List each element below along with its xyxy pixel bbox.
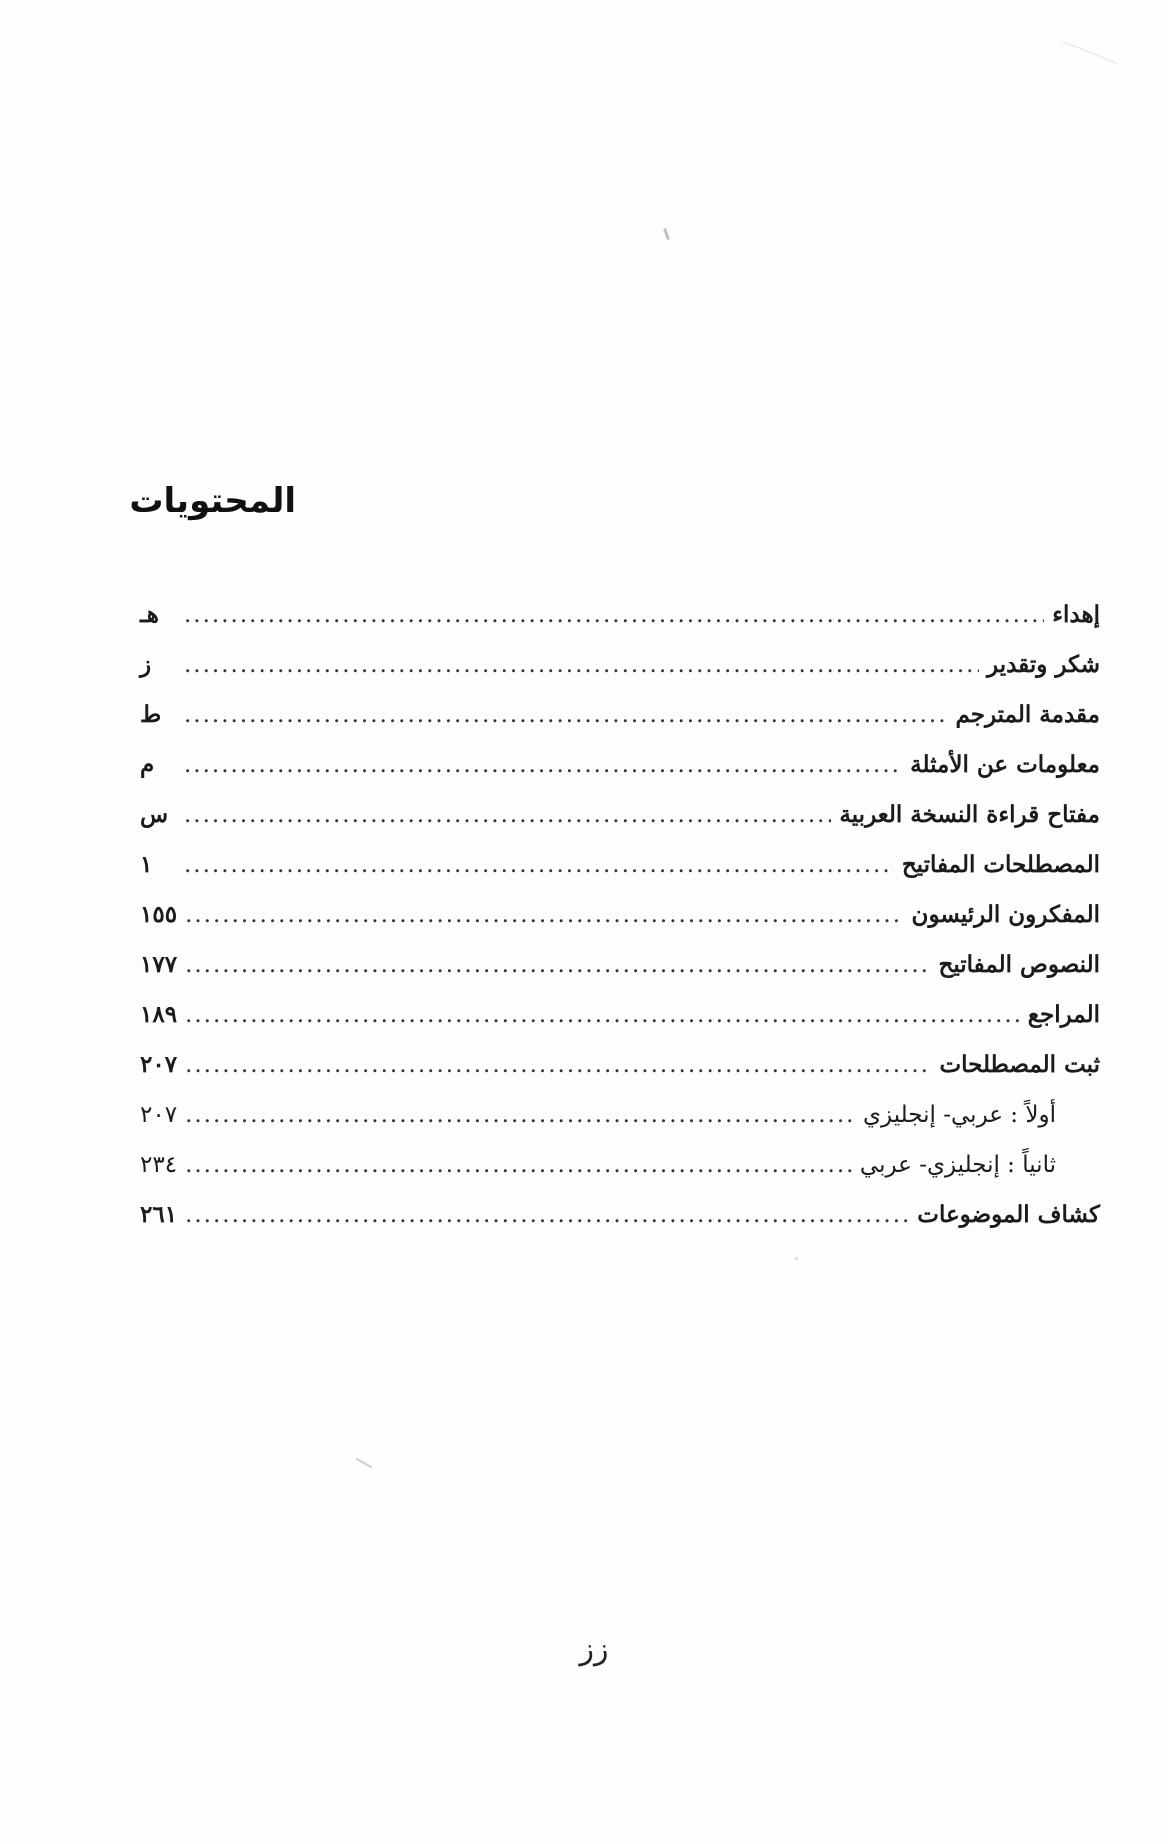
toc-entry-label: المصطلحات المفاتيح [901,851,1100,878]
toc-entry-page: ١٥٥ [140,901,178,928]
toc-entry-page: ز [140,651,152,678]
dot-leader [185,940,930,990]
toc-entry-label: إهداء [1052,601,1100,628]
toc-subentry [140,1140,1100,1190]
toc-entry-label: أولاً : عربي- إنجليزي [863,1102,1056,1128]
page-number: زز [579,1632,609,1667]
toc-entry-label: المراجع [1027,1001,1100,1028]
toc-entry [140,890,1100,940]
toc-entry-label: مفتاح قراءة النسخة العربية [839,801,1100,828]
toc-entry [140,990,1100,1040]
toc-subentry [140,1090,1100,1140]
dot-leader [185,1090,855,1140]
toc-entry [140,740,1100,790]
toc-entry-page: س [140,801,169,828]
page-title: المحتويات [129,481,296,521]
scan-speck [1062,41,1118,64]
toc-entry-label: المفكرون الرئيسون [911,901,1100,928]
dot-leader [185,1140,852,1190]
dot-leader [185,1040,931,1090]
toc-entry [140,790,1100,840]
toc-entry-page: ٢٣٤ [140,1152,178,1178]
toc-entry-page: هـ [140,601,159,628]
toc-entry-label: شكر وتقدير [987,651,1100,678]
toc-entry [140,1040,1100,1090]
dot-leader [185,990,1020,1040]
toc-entry-page: ١ [140,851,153,878]
toc-entry-page: ١٧٧ [140,951,178,978]
scan-speck [356,1458,373,1469]
toc-entry [140,840,1100,890]
dot-leader [185,890,903,940]
scan-speck [663,228,670,240]
toc-entry-label: كشاف الموضوعات [917,1201,1100,1228]
toc-entry [140,940,1100,990]
toc-entry-label: معلومات عن الأمثلة [910,751,1100,778]
dot-leader [184,740,902,790]
dot-leader [184,640,979,690]
toc-entry-label: ثبت المصطلحات [939,1051,1100,1078]
toc-entry-label: مقدمة المترجم [955,701,1100,728]
dot-leader [184,690,947,740]
toc-entry-page: ١٨٩ [140,1001,178,1028]
dot-leader [185,1190,909,1240]
toc-entry-page: ٢٠٧ [140,1051,178,1078]
dot-leader [184,840,894,890]
toc-entry-page: م [140,751,155,778]
table-of-contents [140,590,1100,1240]
dot-leader [184,790,831,840]
toc-entry-page: ٢٦١ [140,1201,178,1228]
toc-entry-label: النصوص المفاتيح [938,951,1100,978]
toc-entry [140,590,1100,640]
toc-entry-page: ٢٠٧ [140,1102,178,1128]
toc-entry [140,690,1100,740]
toc-entry-label: ثانياً : إنجليزي- عربي [859,1152,1056,1178]
scan-speck [795,1257,798,1260]
toc-entry [140,1190,1100,1240]
toc-entry [140,640,1100,690]
dot-leader [184,590,1044,640]
toc-entry-page: ط [140,701,162,728]
